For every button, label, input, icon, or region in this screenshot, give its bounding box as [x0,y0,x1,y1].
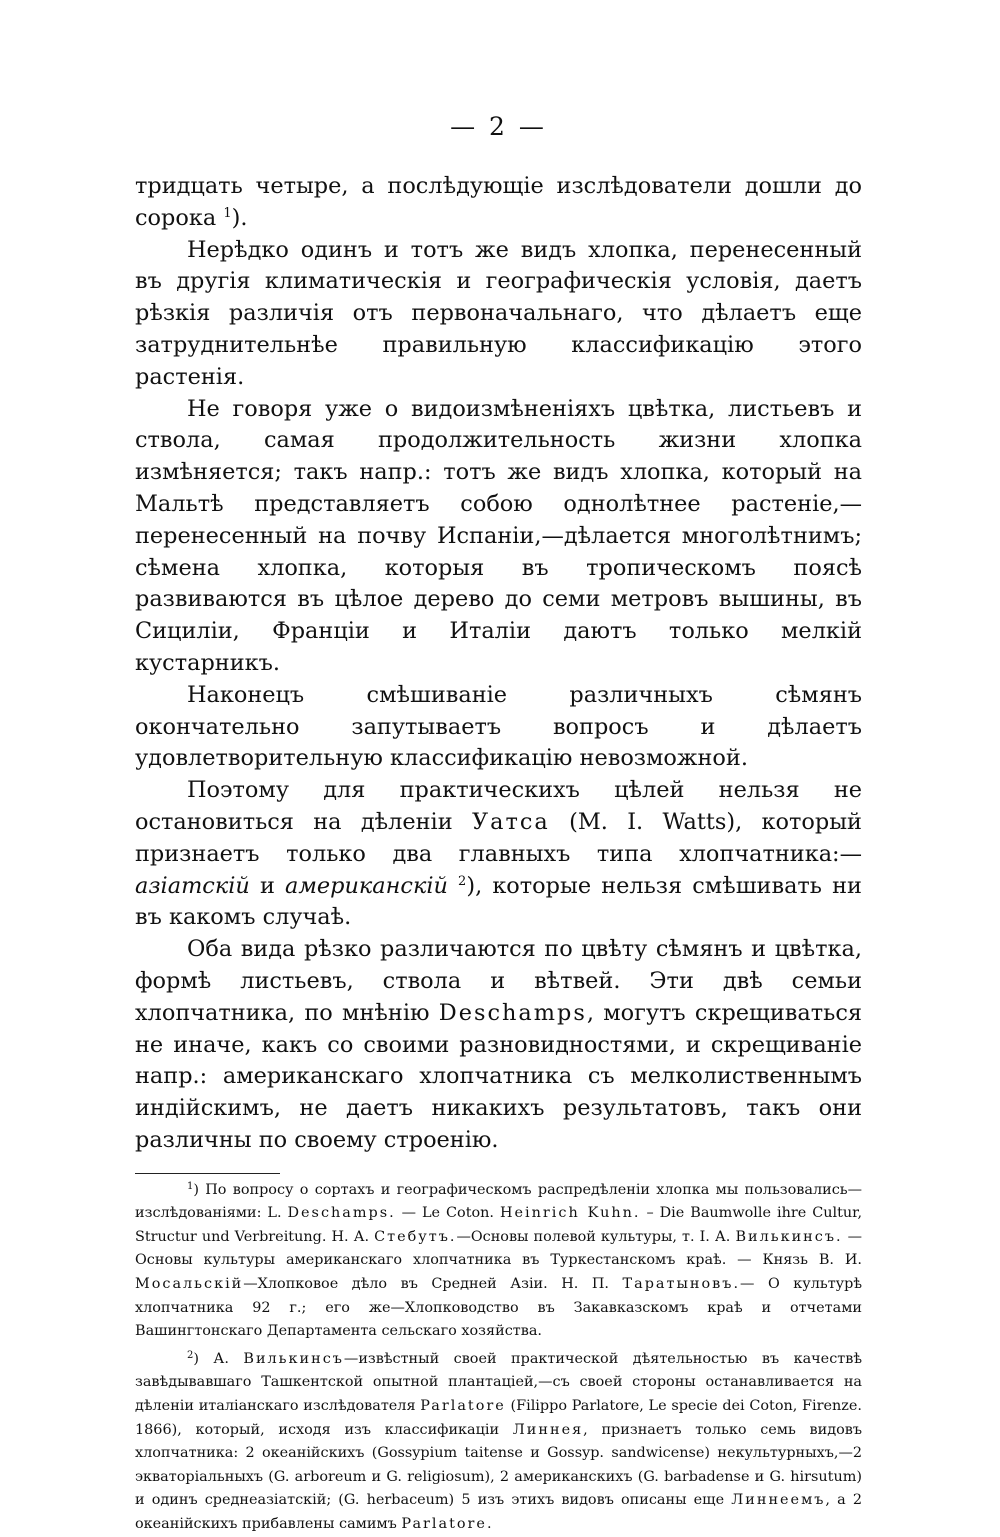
document-page [135,112,862,1537]
author-name: Deschamps [438,999,587,1026]
page-number: — 2 — [450,112,547,141]
paragraph-1: тридцать четыре, а послѣдующіе изслѣдователи дошли до сорока $^1$). [135,173,862,231]
footnote-divider [135,1173,280,1174]
author-name: Уатса [471,808,550,835]
paragraph-3: Не говоря уже о видоизмѣненіяхъ цвѣтка, листьевъ и ствола, самая продолжительность жизни хлопка измѣняется; такъ напр.: тотъ же видъ хлопка, который на Мальтѣ представляетъ собою однолѣтнее растеніе,—перенесенный на почву Испаніи,—дѣлается многолѣтнимъ; сѣмена хлопка, которыя въ тропическомъ поясѣ развиваются въ цѣлое дерево до семи метровъ вышины, въ Сициліи, Франціи и Италіи даютъ только мелкій кустарникъ. [135,395,862,676]
main-text [135,171,862,1157]
paragraph-6: Оба вида рѣзко различаются по цвѣту сѣмянъ и цвѣтка, формѣ листьевъ, ствола и вѣтвей. Эти двѣ семьи хлопчатника, по мнѣнію Deschamps, могутъ скрещиваться не иначе, какъ со своими разновидностями, и скрещиваніе напр.: американскаго хлопчатника съ мелколиственнымъ индійскимъ, не даетъ никакихъ результатовъ, такъ они различны по своему строенію. [135,936,862,1153]
footnotes [135,1179,862,1537]
paragraph-5: Поэтому для практическихъ цѣлей нельзя не остановиться на дѣленіи Уатса (M. I. Watts), который признаетъ только два главныхъ типа хлопчатника:—азіатскій и американскій $^2$), которые нельзя смѣшивать ни въ какомъ случаѣ. [135,777,862,931]
footnote-2: $^2$) А. Вилькинсъ—извѣстный своей практической дѣятельностью въ качествѣ завѣдывавшаго Ташкентской опытной плантаціей,—съ своей стороны останавливается на дѣленіи италіанскаго изслѣдователя Parlatore (Filippo Parlatore, Le specie dei Coton, Firenze. 1866), который, исходя изъ классификаціи Линнея, признаетъ только семь видовъ хлопчатника: 2 океанійскихъ (Gossypium taitense и Gossyp. sandwicense) некультурныхъ,—2 экваторіальныхъ (G. arboreum и G. religiosum), 2 американскихъ (G. barbadense и G. hirsutum) и одинъ среднеазіатскій; (G. herbaceum) 5 изъ этихъ видовъ описаны еще Линнеемъ, а 2 океанійскихъ прибавлены самимъ Parlatore. [135,1349,863,1533]
footnote-ref-1: 1 [223,205,232,221]
footnote-ref-2: 2 [458,873,467,889]
paragraph-2: Нерѣдко одинъ и тотъ же видъ хлопка, перенесенный въ другія климатическія и географическія условія, даетъ рѣзкія различія отъ первоначальнаго, что дѣлаетъ еще затруднительнѣе правильную классификацію этого растенія. [135,236,862,390]
footnote-1: $^1$) По вопросу о сортахъ и географическомъ распредѣленіи хлопка мы пользовались—изслѣдованіями: L. Deschamps. — Le Coton. Heinrich Kuhn. – Die Baumwolle ihre Cultur, Structur und Verbreitung. Н. А. Стебутъ.—Основы полевой культуры, т. І. А. Вилькинсъ. — Основы культуры американскаго хлопчатника въ Туркестанскомъ краѣ. — Князь В. И. Мосальскій—Хлопковое дѣло въ Средней Азіи. Н. П. Таратыновъ.— О культурѣ хлопчатника 92 г.; его же—Хлопководство въ Закавказскомъ краѣ и отчетами Вашингтонскаго Департамента сельскаго хозяйства. [135,1180,863,1340]
paragraph-4: Наконецъ смѣшиваніе различныхъ сѣмянъ окончательно запутываетъ вопросъ и дѣлаетъ удовлетворительную классификацію невозможной. [135,681,862,772]
